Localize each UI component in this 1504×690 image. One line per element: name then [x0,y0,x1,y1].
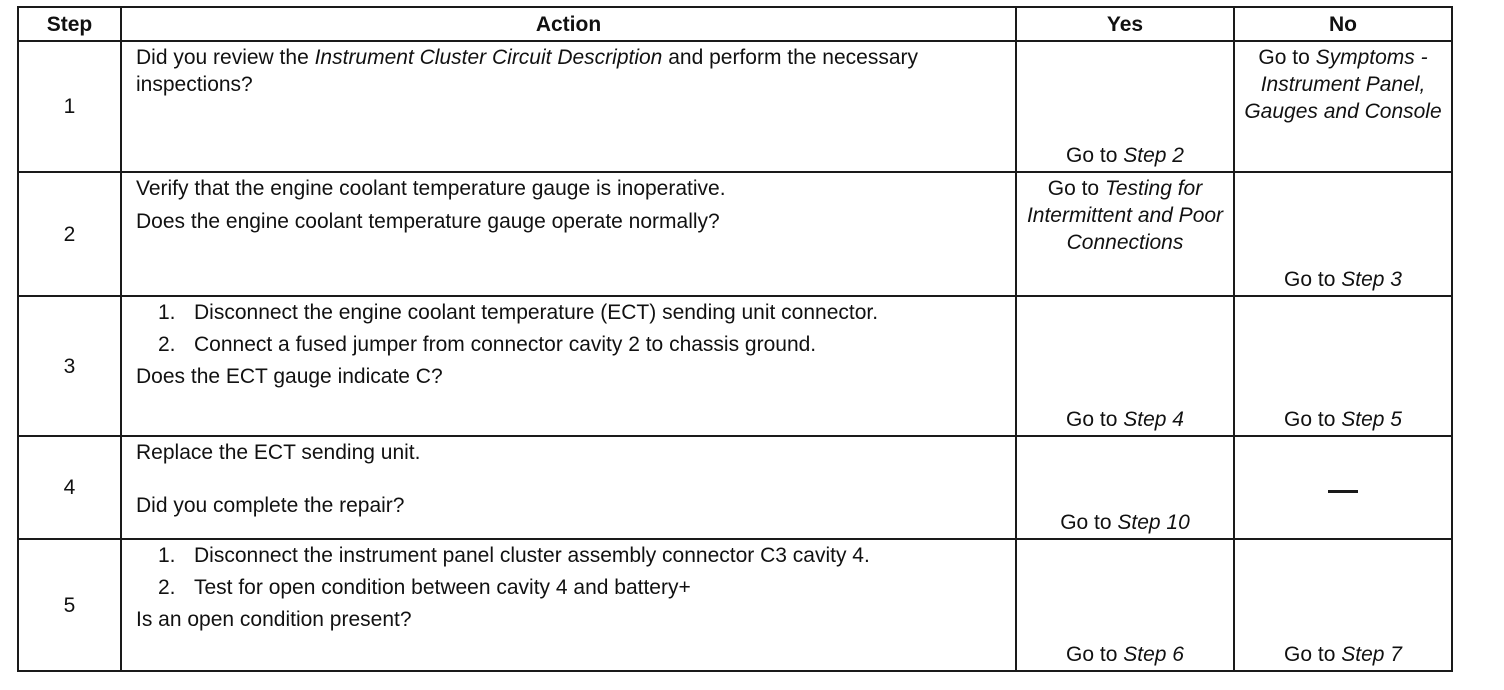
yes-cell [1016,296,1234,436]
header-row [18,7,1452,41]
action-cell [121,41,1016,172]
action-question: Does the ECT gauge indicate C? [136,365,443,388]
step-number: 5 [18,539,121,671]
list-item [158,299,1005,326]
action-steps-list [136,299,1005,358]
yes-prefix: Go to [1066,643,1124,666]
no-target: Symptoms - Instrument Panel, Gauges and Console [1244,46,1442,123]
yes-prefix: Go to [1066,144,1124,167]
no-cell [1234,296,1452,436]
step-number: 4 [18,436,121,539]
action-question: Is an open condition present? [136,608,412,631]
list-item-number: 1. [158,544,176,567]
action-question: Does the engine coolant temperature gauge operate normally? [136,210,720,233]
action-question: Did you complete the repair? [136,494,405,517]
no-target: Step 7 [1341,643,1402,666]
table-row-step-3 [18,296,1452,436]
list-item [158,542,1005,569]
yes-target: Step 2 [1123,144,1184,167]
yes-cell [1016,172,1234,296]
header-step: Step [18,7,121,41]
no-cell [1234,41,1452,172]
step-number: 2 [18,172,121,296]
yes-prefix: Go to [1047,177,1105,200]
yes-cell [1016,41,1234,172]
action-text-post: and perform the necessary inspections? [136,46,919,96]
action-steps-list [136,542,1005,601]
table-row-step-2 [18,172,1452,296]
header-no: No [1234,7,1452,41]
header-yes: Yes [1016,7,1234,41]
list-item-text: Connect a fused jumper from connector cavity 2 to chassis ground. [194,333,817,356]
step-number: 3 [18,296,121,436]
action-cell [121,172,1016,296]
list-item-text: Test for open condition between cavity 4 and battery+ [194,576,691,599]
yes-target: Step 4 [1123,408,1184,431]
no-cell [1234,172,1452,296]
list-item [158,331,1005,358]
list-item-text: Disconnect the instrument panel cluster assembly connector C3 cavity 4. [194,544,870,567]
table-row-step-5 [18,539,1452,671]
action-cell [121,539,1016,671]
no-cell [1234,539,1452,671]
action-line: Replace the ECT sending unit. [136,441,421,464]
not-applicable-dash [1328,490,1358,493]
yes-cell [1016,539,1234,671]
no-target: Step 5 [1341,408,1402,431]
yes-target: Step 10 [1117,511,1190,534]
header-action: Action [121,7,1016,41]
no-cell [1234,436,1452,539]
yes-target: Testing for Intermittent and Poor Connections [1026,177,1224,254]
no-prefix: Go to [1284,643,1342,666]
yes-cell [1016,436,1234,539]
no-prefix: Go to [1284,268,1342,291]
step-number: 1 [18,41,121,172]
diagnostic-table [17,6,1453,672]
table-row-step-4 [18,436,1452,539]
list-item-number: 2. [158,576,176,599]
action-cell [121,436,1016,539]
table-row-step-1 [18,41,1452,172]
list-item-text: Disconnect the engine coolant temperature (ECT) sending unit connector. [194,301,879,324]
action-text [136,44,1005,98]
list-item [158,574,1005,601]
no-prefix: Go to [1284,408,1342,431]
list-item-number: 1. [158,301,176,324]
list-item-number: 2. [158,333,176,356]
no-prefix: Go to [1258,46,1316,69]
action-line: Verify that the engine coolant temperature gauge is inoperative. [136,177,726,200]
yes-prefix: Go to [1060,511,1118,534]
action-text-pre: Did you review the [136,46,315,69]
yes-target: Step 6 [1123,643,1184,666]
action-text-reference: Instrument Cluster Circuit Description [314,46,663,69]
yes-prefix: Go to [1066,408,1124,431]
action-cell [121,296,1016,436]
no-target: Step 3 [1341,268,1402,291]
